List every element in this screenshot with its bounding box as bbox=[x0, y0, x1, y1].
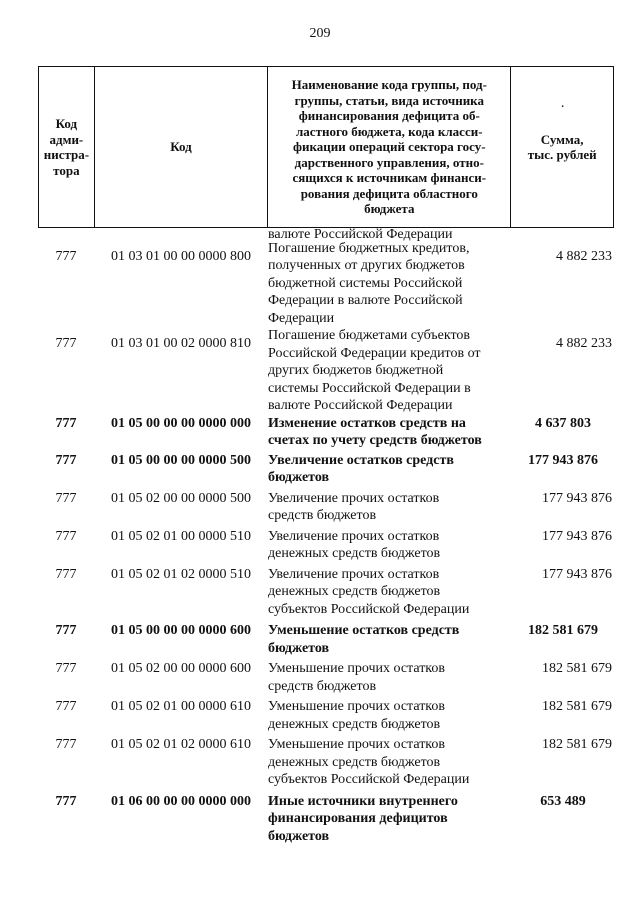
table-row bbox=[38, 660, 614, 695]
sources-table bbox=[38, 66, 614, 845]
row-sum: 182 581 679 bbox=[542, 661, 612, 676]
row-sum: 182 581 679 bbox=[542, 737, 612, 752]
row-admin: 777 bbox=[55, 566, 77, 582]
table-row bbox=[38, 490, 614, 525]
row-admin: 777 bbox=[55, 699, 77, 714]
row-admin: 777 bbox=[55, 336, 77, 351]
row-sum: 653 489 bbox=[540, 793, 586, 809]
row-name: Погашение бюджетных кредитов, полученных от других бюджетов бюджетной системы Российской Федерации в валюте Российской Федерации bbox=[268, 240, 470, 326]
row-code: 01 05 00 00 00 0000 000 bbox=[111, 415, 251, 431]
row-admin: 777 bbox=[55, 623, 77, 638]
header-admin-code: Код адми- нистра- тора bbox=[39, 67, 95, 227]
row-name: Изменение остатков средств на счетах по учету средств бюджетов bbox=[268, 415, 482, 448]
row-code: 01 05 02 00 00 0000 600 bbox=[111, 661, 251, 676]
row-code: 01 05 00 00 00 0000 600 bbox=[111, 623, 251, 638]
table-row bbox=[38, 415, 614, 450]
row-code: 01 03 01 00 00 0000 800 bbox=[111, 248, 251, 264]
table-header bbox=[38, 66, 614, 228]
row-sum: 182 581 679 bbox=[528, 623, 598, 638]
row-code: 01 06 00 00 00 0000 000 bbox=[111, 793, 251, 809]
table-row bbox=[38, 327, 614, 415]
row-name: Уменьшение прочих остатков денежных средств бюджетов субъектов Российской Федерации bbox=[268, 737, 470, 787]
row-code: 01 05 00 00 00 0000 500 bbox=[111, 452, 251, 468]
row-name: Погашение бюджетами субъектов Российской Федерации кредитов от других бюджетов бюджетной системы Российской Федерации в валюте Российской Федерации bbox=[268, 328, 481, 413]
table-row bbox=[38, 528, 614, 563]
row-admin: 777 bbox=[55, 793, 77, 809]
row-admin: 777 bbox=[55, 661, 77, 676]
row-name: Увеличение прочих остатков денежных средств бюджетов bbox=[268, 528, 441, 561]
row-name: Увеличение прочих остатков денежных средств бюджетов субъектов Российской Федерации bbox=[268, 566, 470, 617]
row-sum: 177 943 876 bbox=[528, 452, 598, 468]
row-name: валюте Российской Федерации bbox=[268, 227, 453, 242]
page-number: 209 bbox=[309, 26, 331, 41]
row-admin: 777 bbox=[55, 452, 77, 468]
header-name: Наименование кода группы, под- группы, статьи, вида источника финансирования дефицита об- ластного бюджета, кода класси- фикации операций сектора госу- дарственного управления, отно- сящихся к источникам финанси- рования дефицита областного бюджета bbox=[268, 67, 511, 227]
row-sum: 177 943 876 bbox=[542, 566, 612, 582]
table-body bbox=[38, 227, 614, 845]
header-sum-mark: . bbox=[561, 99, 564, 110]
row-sum: 182 581 679 bbox=[542, 699, 612, 714]
row-code: 01 05 02 00 00 0000 500 bbox=[111, 490, 251, 506]
table-row bbox=[38, 793, 614, 846]
row-sum: 177 943 876 bbox=[542, 490, 612, 506]
table-row bbox=[38, 452, 614, 487]
row-sum: 4 882 233 bbox=[556, 248, 612, 264]
header-sum-wrap bbox=[511, 67, 613, 227]
table-row bbox=[38, 698, 614, 733]
header-code: Код bbox=[95, 67, 268, 227]
row-name: Уменьшение остатков средств бюджетов bbox=[268, 623, 460, 656]
row-name: Уменьшение прочих остатков средств бюджетов bbox=[268, 661, 446, 694]
row-admin: 777 bbox=[55, 248, 77, 264]
row-code: 01 03 01 00 02 0000 810 bbox=[111, 336, 251, 351]
row-name: Увеличение остатков средств бюджетов bbox=[268, 452, 454, 485]
table-row bbox=[38, 736, 614, 789]
table-row bbox=[38, 566, 614, 619]
row-sum: 177 943 876 bbox=[542, 528, 612, 544]
row-name: Увеличение прочих остатков средств бюджетов bbox=[268, 490, 440, 523]
row-sum: 4 882 233 bbox=[556, 336, 612, 351]
row-name: Уменьшение прочих остатков денежных средств бюджетов bbox=[268, 699, 446, 732]
table-row bbox=[38, 240, 614, 328]
row-sum: 4 637 803 bbox=[535, 415, 591, 431]
row-code: 01 05 02 01 00 0000 510 bbox=[111, 528, 251, 544]
row-code: 01 05 02 01 00 0000 610 bbox=[111, 699, 251, 714]
table-row bbox=[38, 622, 614, 657]
row-admin: 777 bbox=[55, 490, 77, 506]
row-admin: 777 bbox=[55, 415, 77, 431]
row-admin: 777 bbox=[55, 737, 77, 752]
header-sum: Сумма, тыс. рублей bbox=[527, 131, 597, 162]
row-code: 01 05 02 01 02 0000 610 bbox=[111, 737, 251, 752]
row-admin: 777 bbox=[55, 528, 77, 544]
header-sum-cell bbox=[511, 67, 613, 227]
row-code: 01 05 02 01 02 0000 510 bbox=[111, 566, 251, 582]
row-name: Иные источники внутреннего финансирования дефицитов бюджетов bbox=[268, 793, 458, 844]
